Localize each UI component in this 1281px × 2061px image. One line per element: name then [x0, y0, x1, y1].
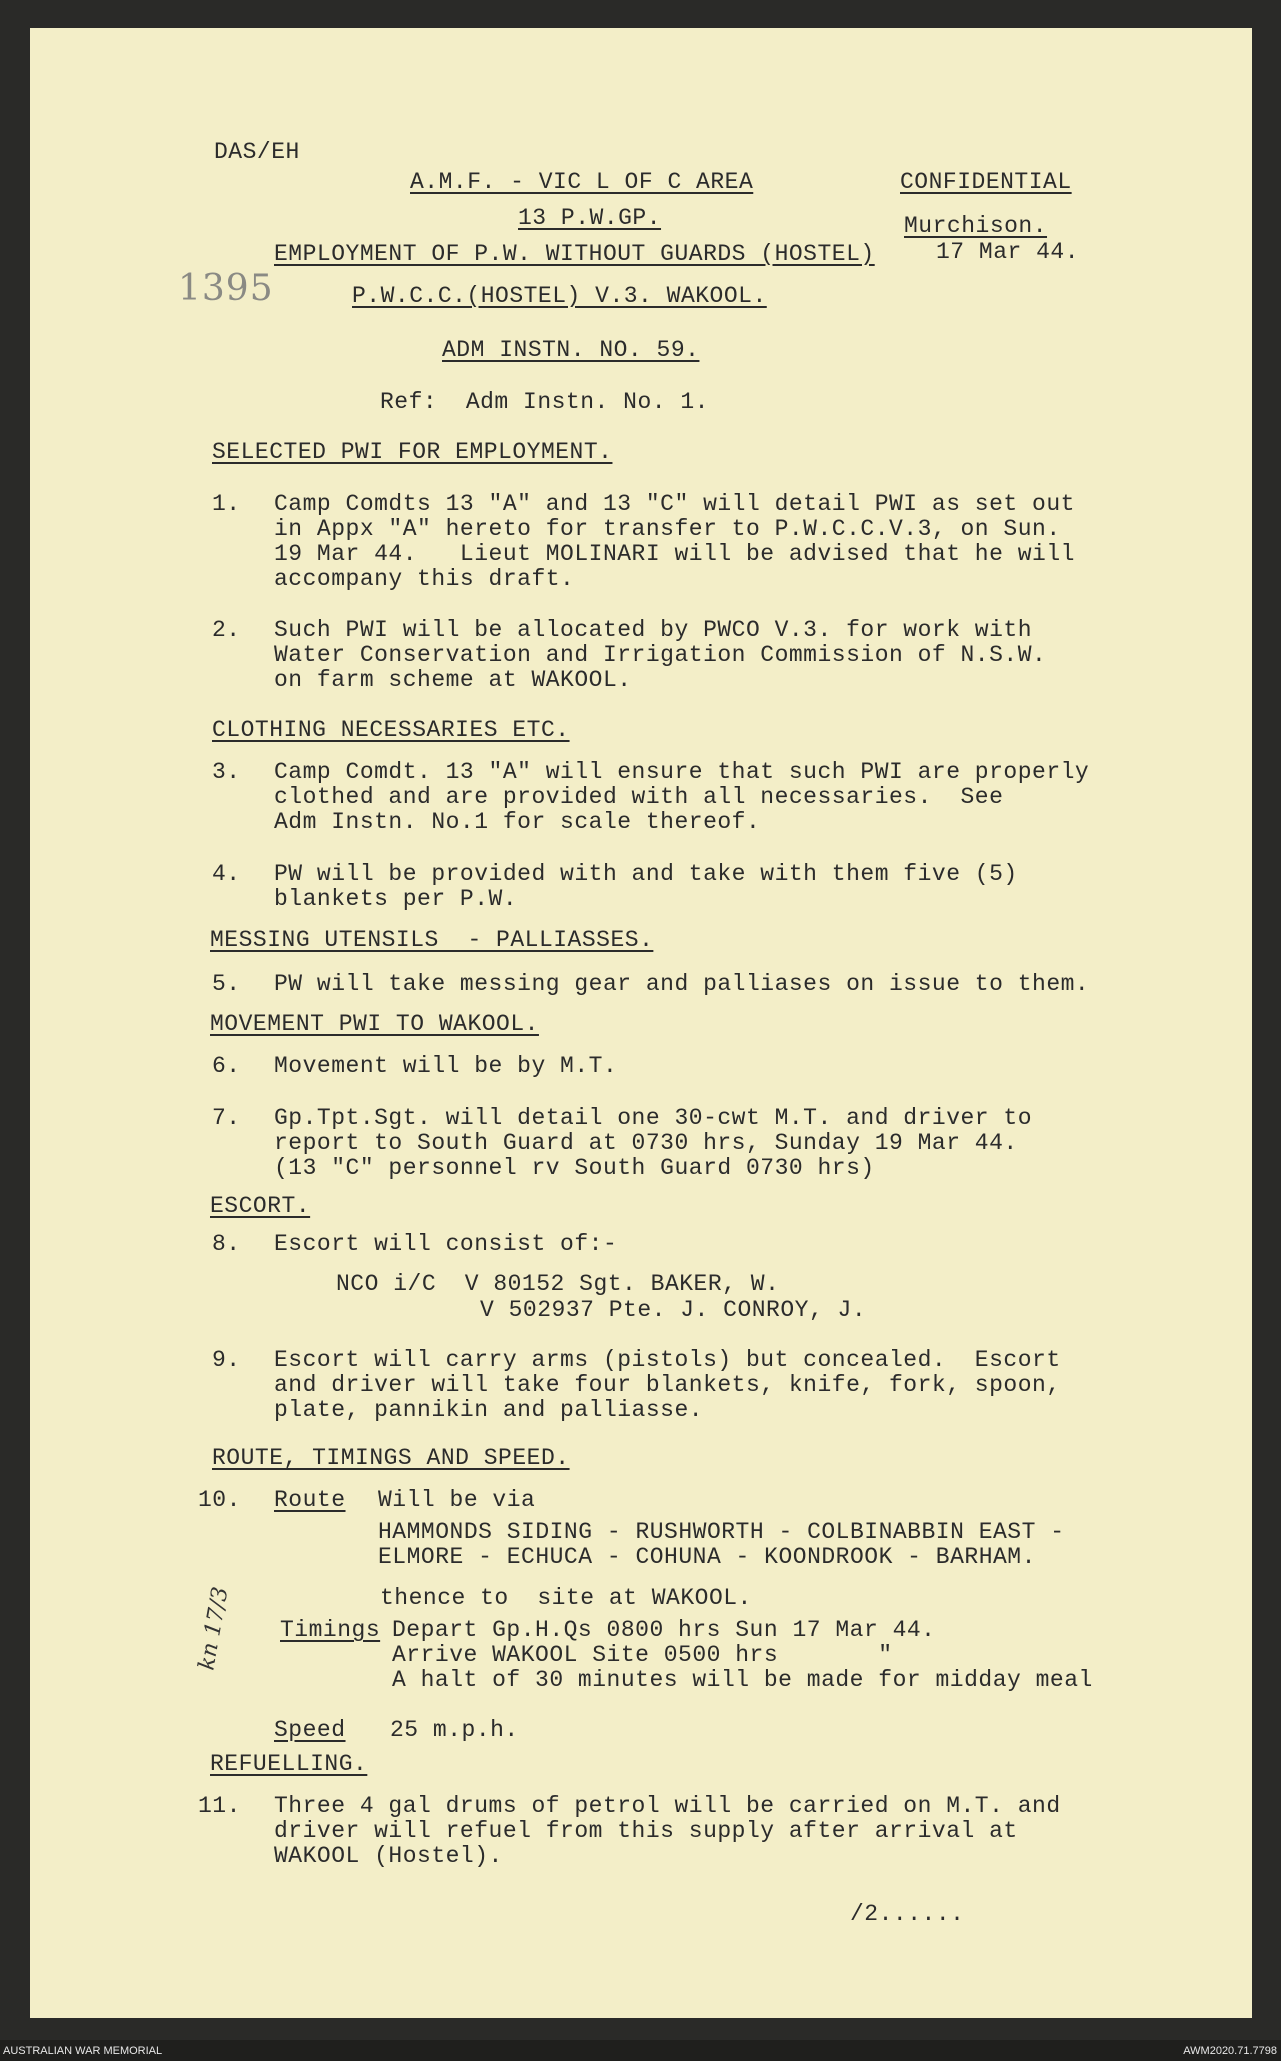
- para-number: 8.: [212, 1231, 241, 1257]
- registry-stamp-number: 1395: [178, 268, 274, 309]
- para-number: 5.: [212, 971, 241, 997]
- area-heading: A.M.F. - VIC L OF C AREA: [410, 169, 754, 195]
- para-1-line: Camp Comdts 13 "A" and 13 "C" will detail PWI as set out: [274, 491, 1075, 517]
- archive-footer: [0, 2040, 1281, 2061]
- footer-accession-number: AWM2020.71.7798: [1183, 2045, 1277, 2057]
- para-4-line: blankets per P.W.: [274, 886, 518, 912]
- para-number: 4.: [212, 861, 241, 887]
- para-number: 6.: [212, 1053, 241, 1079]
- para-number: 3.: [212, 759, 241, 785]
- para-2-line: on farm scheme at WAKOOL.: [274, 667, 632, 693]
- route-line: ELMORE - ECHUCA - COHUNA - KOONDROOK - BARHAM.: [378, 1544, 1036, 1570]
- section-heading-messing: MESSING UTENSILS - PALLIASSES.: [210, 927, 654, 953]
- para-11-line: WAKOOL (Hostel).: [274, 1843, 503, 1869]
- para-9-line: plate, pannikin and palliasse.: [274, 1397, 704, 1423]
- para-2-line: Water Conservation and Irrigation Commission of N.S.W.: [274, 642, 1047, 668]
- para-9-line: and driver will take four blankets, knife, fork, spoon,: [274, 1372, 1061, 1398]
- para-7-line: (13 "C" personnel rv South Guard 0730 hrs): [274, 1155, 875, 1181]
- para-number: 1.: [212, 491, 241, 517]
- para-9-line: Escort will carry arms (pistols) but concealed. Escort: [274, 1347, 1061, 1373]
- unit-heading: 13 P.W.GP.: [518, 205, 662, 231]
- para-7-line: Gp.Tpt.Sgt. will detail one 30-cwt M.T. and driver to: [274, 1105, 1033, 1131]
- continuation-mark: /2......: [850, 1901, 965, 1927]
- subject-heading-2: P.W.C.C.(HOSTEL) V.3. WAKOOL.: [352, 283, 767, 309]
- section-heading-clothing: CLOTHING NECESSARIES ETC.: [212, 717, 570, 743]
- para-11-line: Three 4 gal drums of petrol will be carried on M.T. and: [274, 1793, 1061, 1819]
- para-3-line: Camp Comdt. 13 "A" will ensure that such PWI are properly: [274, 759, 1090, 785]
- timings-line: Arrive WAKOOL Site 0500 hrs ": [392, 1642, 893, 1668]
- section-heading-escort: ESCORT.: [210, 1193, 311, 1219]
- escort-nco: NCO i/C V 80152 Sgt. BAKER, W.: [336, 1271, 780, 1297]
- para-1-line: in Appx "A" hereto for transfer to P.W.C.C.V.3, on Sun.: [274, 516, 1061, 542]
- reference-code: DAS/EH: [214, 139, 300, 165]
- para-3-line: Adm Instn. No.1 for scale thereof.: [274, 809, 761, 835]
- para-number: 7.: [212, 1105, 241, 1131]
- section-heading-refuelling: REFUELLING.: [210, 1751, 368, 1777]
- route-line: HAMMONDS SIDING - RUSHWORTH - COLBINABBIN EAST -: [378, 1519, 1065, 1545]
- timings-line: A halt of 30 minutes will be made for midday meal: [392, 1667, 1093, 1693]
- document-date: 17 Mar 44.: [936, 239, 1080, 265]
- para-3-line: clothed and are provided with all necessaries. See: [274, 784, 1004, 810]
- speed-value: 25 m.p.h.: [390, 1717, 519, 1743]
- para-number: 9.: [212, 1347, 241, 1373]
- section-heading-route: ROUTE, TIMINGS AND SPEED.: [212, 1445, 570, 1471]
- section-heading-selected: SELECTED PWI FOR EMPLOYMENT.: [212, 439, 613, 465]
- para-6: Movement will be by M.T.: [274, 1053, 618, 1079]
- footer-institution: AUSTRALIAN WAR MEMORIAL: [3, 2045, 163, 2057]
- classification-label: CONFIDENTIAL: [900, 169, 1072, 195]
- route-line: thence to site at WAKOOL.: [380, 1585, 752, 1611]
- timings-label: Timings: [280, 1617, 381, 1643]
- timings-line: Depart Gp.H.Qs 0800 hrs Sun 17 Mar 44.: [392, 1617, 936, 1643]
- escort-private: V 502937 Pte. J. CONROY, J.: [480, 1297, 867, 1323]
- reference-line: Ref: Adm Instn. No. 1.: [380, 389, 709, 415]
- route-label: Route: [274, 1487, 346, 1513]
- para-1-line: 19 Mar 44. Lieut MOLINARI will be advised that he will: [274, 541, 1075, 567]
- para-11-line: driver will refuel from this supply after arrival at: [274, 1818, 1018, 1844]
- para-7-line: report to South Guard at 0730 hrs, Sunday 19 Mar 44.: [274, 1130, 1018, 1156]
- place-label: Murchison.: [904, 213, 1048, 239]
- para-number: 2.: [212, 617, 241, 643]
- para-4-line: PW will be provided with and take with them five (5): [274, 861, 1018, 887]
- route-via: Will be via: [378, 1487, 536, 1513]
- para-number: 11.: [198, 1793, 241, 1819]
- document-page: [30, 28, 1252, 2018]
- para-5: PW will take messing gear and palliases on issue to them.: [274, 971, 1090, 997]
- para-1-line: accompany this draft.: [274, 566, 575, 592]
- section-heading-movement: MOVEMENT PWI TO WAKOOL.: [210, 1011, 539, 1037]
- speed-label: Speed: [274, 1717, 346, 1743]
- para-number: 10.: [198, 1487, 241, 1513]
- handwritten-initials: kn 17/3: [194, 1585, 234, 1672]
- para-8: Escort will consist of:-: [274, 1231, 618, 1257]
- para-2-line: Such PWI will be allocated by PWCO V.3. for work with: [274, 617, 1033, 643]
- subject-heading: EMPLOYMENT OF P.W. WITHOUT GUARDS (HOSTEL): [274, 241, 875, 267]
- instruction-number: ADM INSTN. NO. 59.: [442, 337, 700, 363]
